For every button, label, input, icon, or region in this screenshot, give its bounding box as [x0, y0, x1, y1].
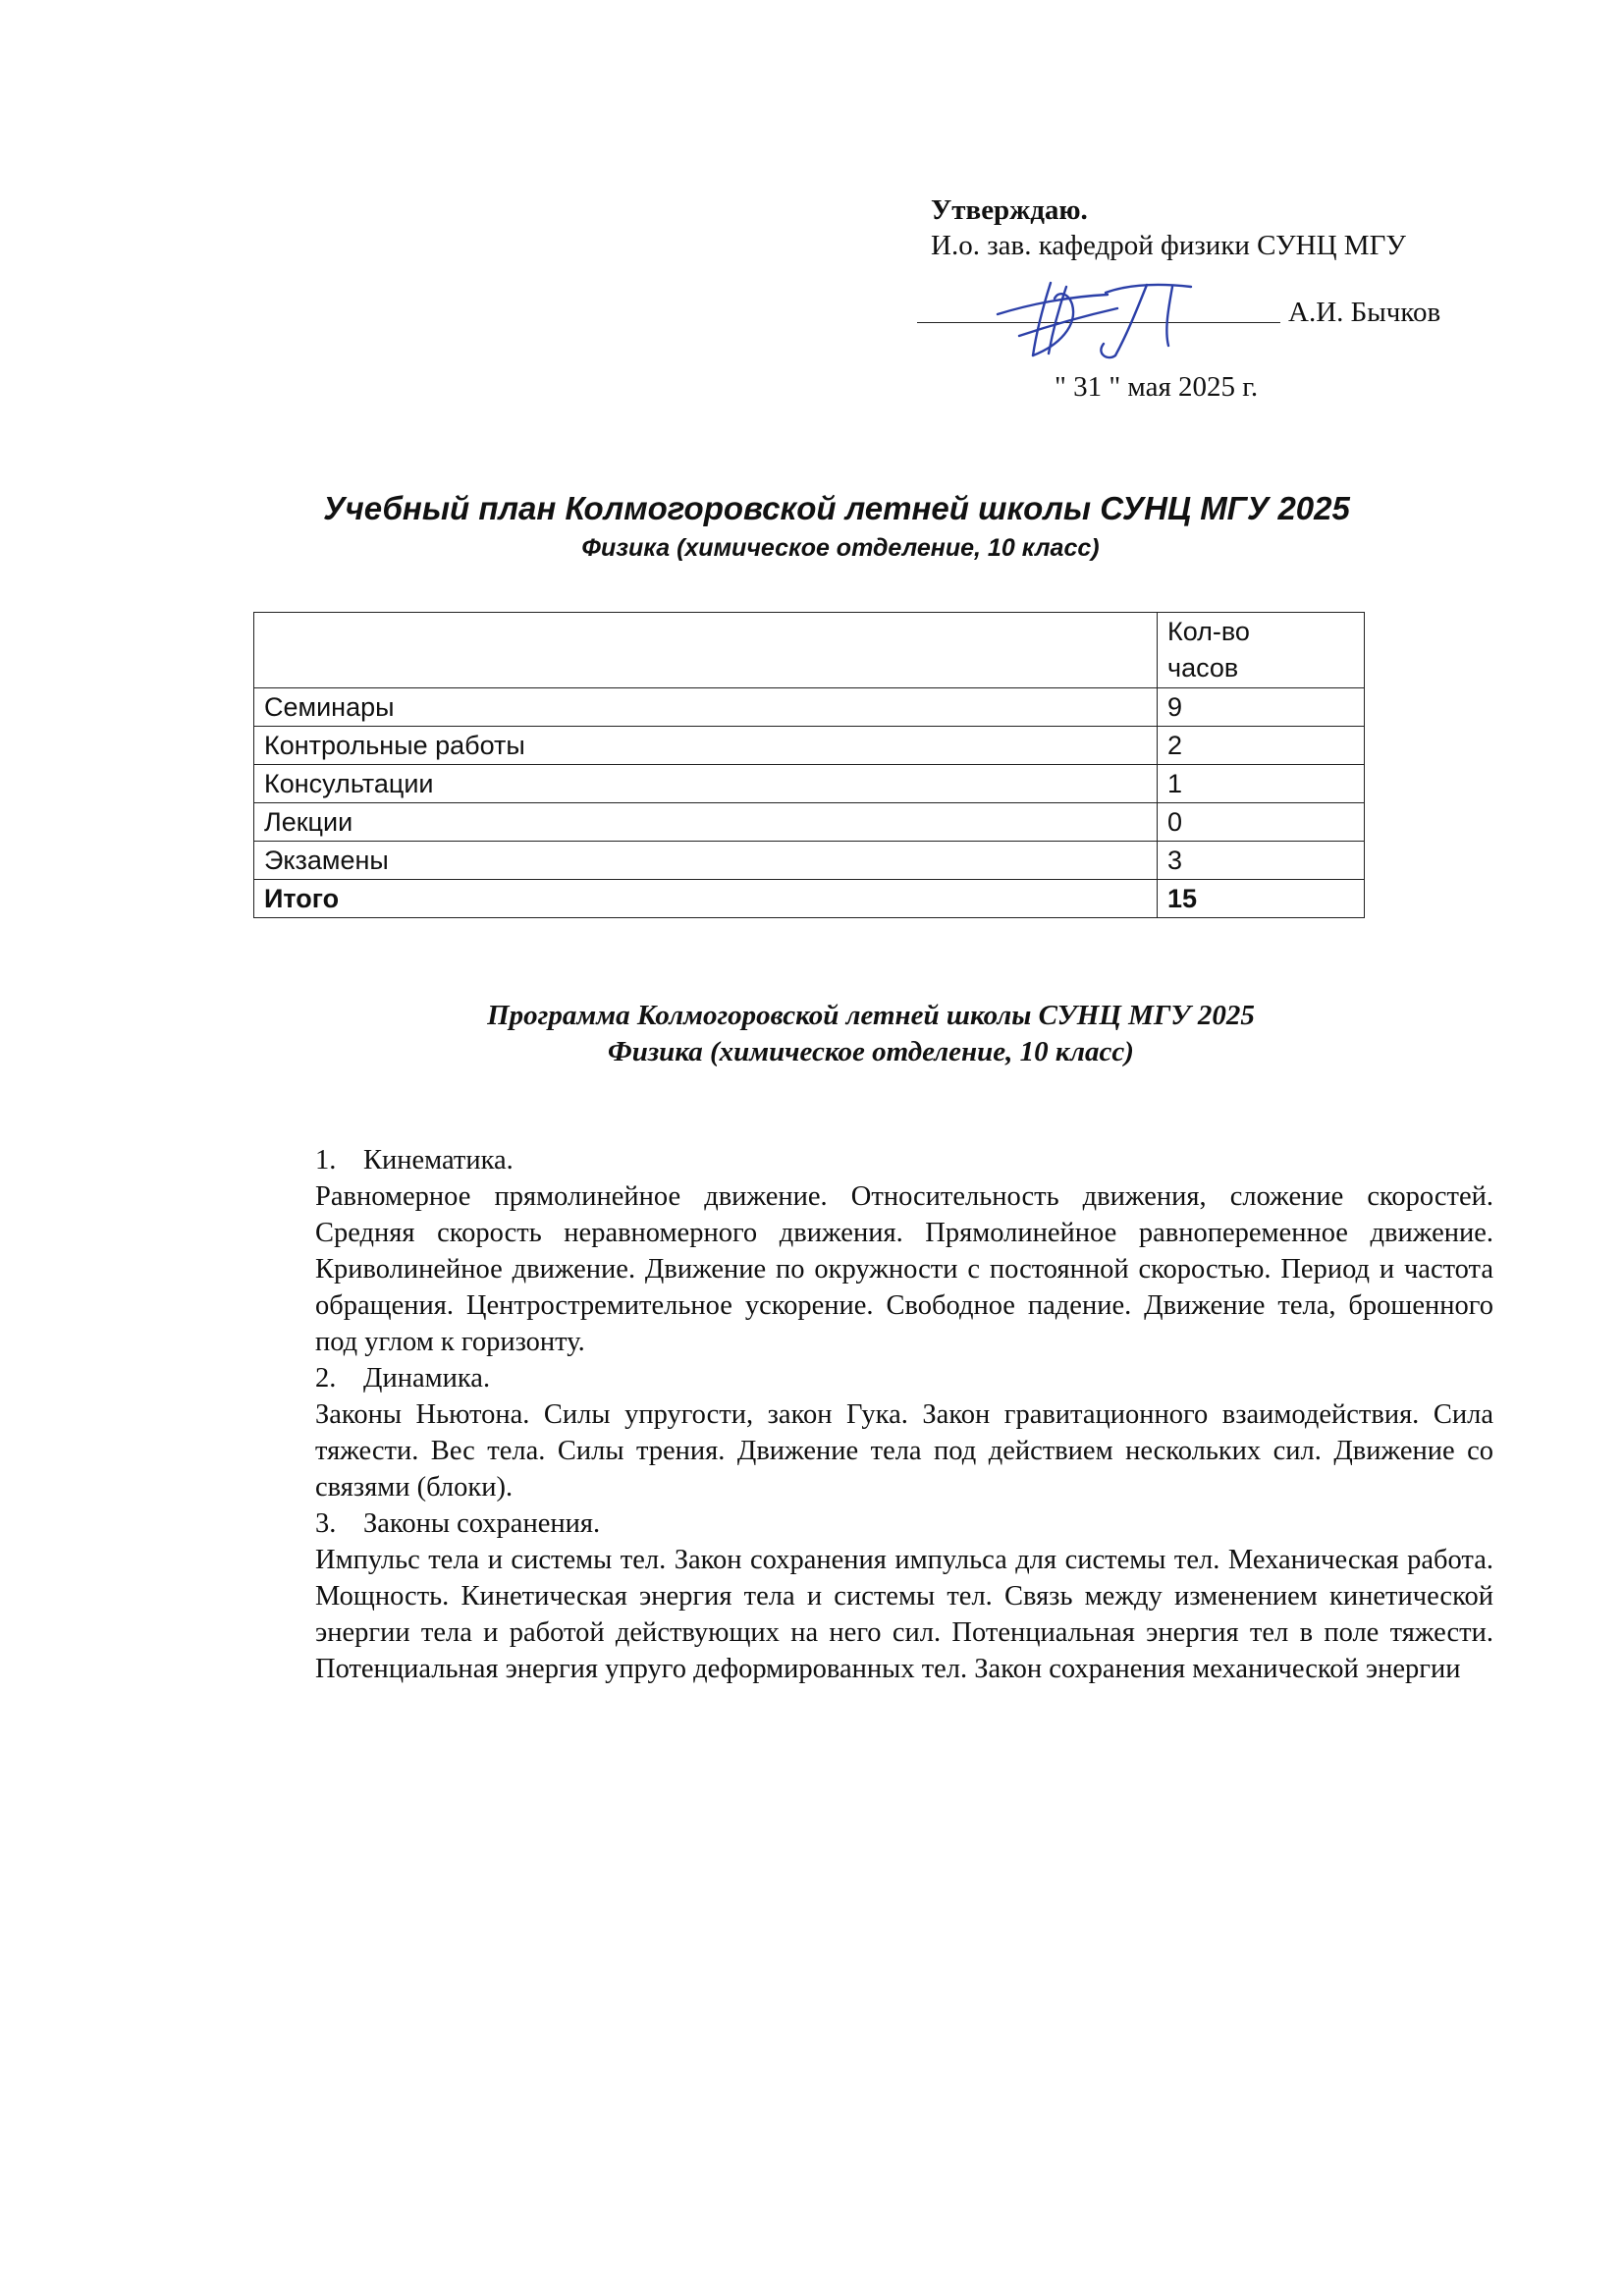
approval-heading: Утверждаю.	[931, 194, 1088, 226]
row-hours: 3	[1158, 842, 1365, 880]
signature-line	[931, 295, 1481, 346]
section-heading	[315, 1142, 1493, 1178]
row-hours: 9	[1158, 688, 1365, 727]
section-text: Равномерное прямолинейное движение. Относительность движения, сложение скоростей. Средняя скорость неравномерного движения. Прямолинейное равнопеременное движение. Криволинейное движение. Движение по окружности с постоянной скоростью. Период и частота обращения. Центростремительное ускорение. Свободное падение. Движение тела, брошенного под углом к горизонту.	[315, 1181, 1493, 1357]
section-heading	[315, 1505, 1493, 1542]
approval-block	[931, 192, 1481, 405]
header-hours-line2: часов	[1167, 653, 1239, 683]
row-label: Экзамены	[254, 842, 1158, 880]
signer-name: А.И. Бычков	[1288, 297, 1441, 328]
row-label: Контрольные работы	[254, 727, 1158, 765]
total-label: Итого	[254, 880, 1158, 918]
section-title: Кинематика.	[363, 1145, 514, 1175]
handwritten-signature	[990, 275, 1216, 363]
approver-position: И.о. зав. кафедрой физики СУНЦ МГУ	[931, 230, 1406, 261]
header-hours-line1: Кол-во	[1167, 617, 1250, 646]
program-subtitle: Физика (химическое отделение, 10 класс)	[608, 1036, 1134, 1067]
section-text: Законы Ньютона. Силы упругости, закон Гука. Закон гравитационного взаимодействия. Сила тяжести. Вес тела. Силы трения. Движение тела под действием нескольких сил. Движение со связями (блоки).	[315, 1399, 1493, 1503]
plan-title: Учебный план Колмогоровской летней школы СУНЦ МГУ 2025	[323, 490, 1350, 526]
total-hours: 15	[1158, 880, 1365, 918]
header-hours-cell	[1158, 613, 1365, 688]
program-body	[315, 1142, 1493, 1687]
table-row	[254, 842, 1365, 880]
plan-title-block	[0, 487, 1624, 566]
plan-subtitle: Физика (химическое отделение, 10 класс)	[581, 534, 1100, 562]
row-label: Семинары	[254, 688, 1158, 727]
row-hours: 1	[1158, 765, 1365, 803]
header-empty-cell	[254, 613, 1158, 688]
section-text: Импульс тела и системы тел. Закон сохранения импульса для системы тел. Механическая работа. Мощность. Кинетическая энергия тела и системы тел. Связь между изменением кинетической энергии тела и работой действующих на него сил. Потенциальная энергия тел в поле тяжести. Потенциальная энергия упруго деформированных тел. Закон сохранения механической энергии	[315, 1545, 1493, 1684]
row-label: Консультации	[254, 765, 1158, 803]
section-title: Законы сохранения.	[363, 1508, 601, 1539]
table-total-row	[254, 880, 1365, 918]
row-hours: 2	[1158, 727, 1365, 765]
table-row	[254, 688, 1365, 727]
section-number: 2.	[315, 1363, 337, 1394]
section-title: Динамика.	[363, 1363, 491, 1394]
hours-table	[253, 612, 1365, 918]
approval-date: " 31 " мая 2025 г.	[1055, 371, 1259, 403]
row-label: Лекции	[254, 803, 1158, 842]
table-row	[254, 765, 1365, 803]
row-hours: 0	[1158, 803, 1365, 842]
table-row	[254, 727, 1365, 765]
table-row	[254, 803, 1365, 842]
section-number: 1.	[315, 1145, 337, 1175]
section-number: 3.	[315, 1508, 337, 1539]
program-title-block	[0, 998, 1624, 1070]
table-header-row	[254, 613, 1365, 688]
program-title: Программа Колмогоровской летней школы СУНЦ МГУ 2025	[487, 1000, 1255, 1031]
section-heading	[315, 1360, 1493, 1396]
